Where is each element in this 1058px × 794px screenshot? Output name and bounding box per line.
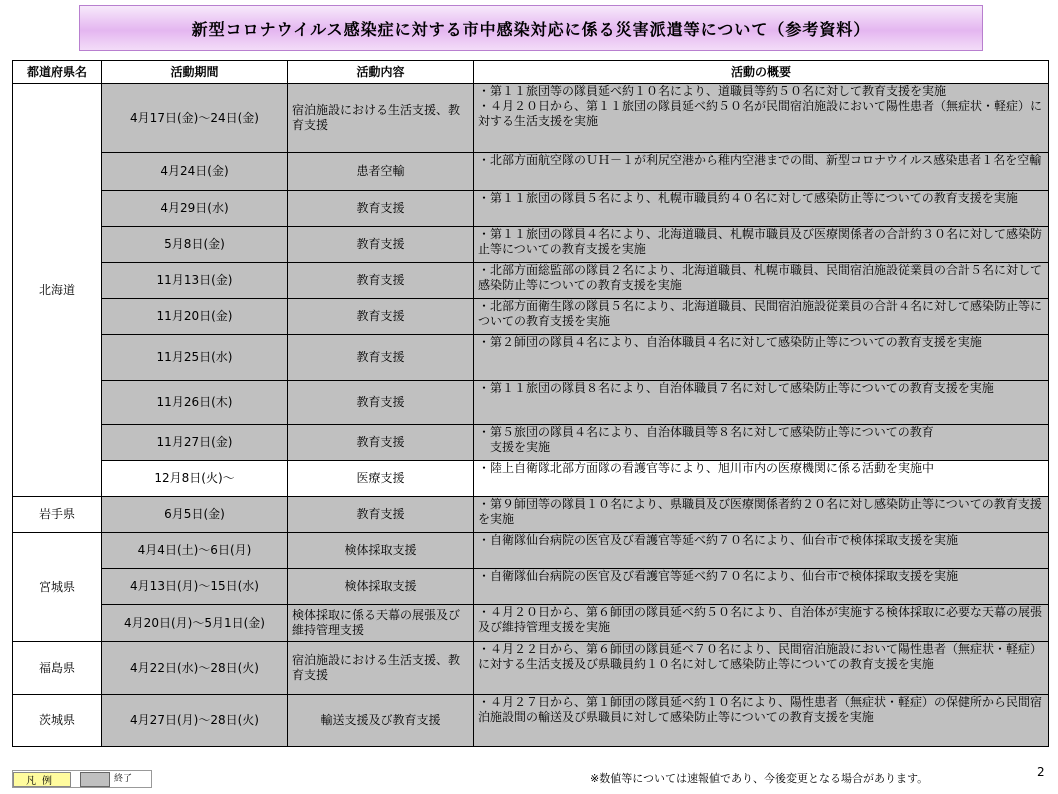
summary-cell: ・第２師団の隊員４名により、自治体職員４名に対して感染防止等についての教育支援を実施: [474, 335, 1049, 381]
content-cell: 宿泊施設における生活支援、教育支援: [288, 84, 474, 153]
summary-cell: ・第５旅団の隊員４名により、自治体職員等８名に対して感染防止等についての教育 支援を実施: [474, 425, 1049, 461]
content-cell: 検体採取支援: [288, 569, 474, 605]
content-cell: 検体採取支援: [288, 533, 474, 569]
content-cell: 教育支援: [288, 381, 474, 425]
content-cell: 教育支援: [288, 299, 474, 335]
content-cell: 輸送支援及び教育支援: [288, 695, 474, 747]
prefecture-cell: 宮城県: [13, 533, 102, 642]
page-title: 新型コロナウイルス感染症に対する市中感染対応に係る災害派遣等について（参考資料）: [79, 5, 983, 51]
period-cell: 4月17日(金)～24日(金): [102, 84, 288, 153]
period-cell: 11月13日(金): [102, 263, 288, 299]
table-row: [13, 335, 1049, 381]
summary-cell: ・第１１旅団等の隊員延べ約１０名により、道職員等約５０名に対して教育支援を実施 ・４月２０日から、第１１旅団の隊員延べ約５０名が民間宿泊施設において陽性患者（無症状・軽症）に対する生活支援を実施: [474, 84, 1049, 153]
table-row: [13, 191, 1049, 227]
table-row: [13, 533, 1049, 569]
period-cell: 11月25日(水): [102, 335, 288, 381]
header-content: 活動内容: [288, 61, 474, 84]
header-period: 活動期間: [102, 61, 288, 84]
header-summary: 活動の概要: [474, 61, 1049, 84]
summary-cell: ・第９師団等の隊員１０名により、県職員及び医療関係者約２０名に対し感染防止等についての教育支援を実施: [474, 497, 1049, 533]
summary-cell: ・北部方面総監部の隊員２名により、北海道職員、札幌市職員、民間宿泊施設従業員の合計５名に対して感染防止等についての教育支援を実施: [474, 263, 1049, 299]
content-cell: 教育支援: [288, 227, 474, 263]
table-row: [13, 425, 1049, 461]
table-row: [13, 642, 1049, 695]
period-cell: 11月27日(金): [102, 425, 288, 461]
prefecture-cell: 福島県: [13, 642, 102, 695]
table-row: [13, 605, 1049, 642]
summary-cell: ・北部方面衛生隊の隊員５名により、北海道職員、民間宿泊施設従業員の合計４名に対して感染防止等についての教育支援を実施: [474, 299, 1049, 335]
summary-cell: ・第１１旅団の隊員８名により、自治体職員７名に対して感染防止等についての教育支援を実施: [474, 381, 1049, 425]
period-cell: 4月22日(水)～28日(火): [102, 642, 288, 695]
summary-cell: ・第１１旅団の隊員４名により、北海道職員、札幌市職員及び医療関係者の合計約３０名に対して感染防止等についての教育支援を実施: [474, 227, 1049, 263]
period-cell: 5月8日(金): [102, 227, 288, 263]
table-body: [13, 84, 1049, 747]
summary-cell: ・自衛隊仙台病院の医官及び看護官等延べ約７０名により、仙台市で検体採取支援を実施: [474, 533, 1049, 569]
summary-cell: ・自衛隊仙台病院の医官及び看護官等延べ約７０名により、仙台市で検体採取支援を実施: [474, 569, 1049, 605]
period-cell: 12月8日(火)～: [102, 461, 288, 497]
table-row: [13, 569, 1049, 605]
page-number: 2: [1037, 765, 1045, 779]
legend-done-label: 終了: [114, 774, 133, 784]
period-cell: 4月29日(水): [102, 191, 288, 227]
content-cell: 患者空輸: [288, 153, 474, 191]
summary-cell: ・陸上自衛隊北部方面隊の看護官等により、旭川市内の医療機関に係る活動を実施中: [474, 461, 1049, 497]
content-cell: 医療支援: [288, 461, 474, 497]
period-cell: 4月4日(土)～6日(月): [102, 533, 288, 569]
period-cell: 4月20日(月)～5月1日(金): [102, 605, 288, 642]
summary-cell: ・第１１旅団の隊員５名により、札幌市職員約４０名に対して感染防止等についての教育支援を実施: [474, 191, 1049, 227]
period-cell: 4月27日(月)～28日(火): [102, 695, 288, 747]
summary-cell: ・４月２７日から、第１師団の隊員延べ約１０名により、陽性患者（無症状・軽症）の保健所から民間宿泊施設間の輸送及び県職員に対して感染防止等についての教育支援を実施: [474, 695, 1049, 747]
content-cell: 教育支援: [288, 425, 474, 461]
table-row: [13, 461, 1049, 497]
period-cell: 6月5日(金): [102, 497, 288, 533]
prefecture-cell: 岩手県: [13, 497, 102, 533]
table-row: [13, 497, 1049, 533]
table-row: [13, 227, 1049, 263]
prefecture-cell: 北海道: [13, 84, 102, 497]
summary-cell: ・４月２２日から、第６師団の隊員延べ７０名により、民間宿泊施設において陽性患者（無症状・軽症）に対する生活支援及び県職員約１０名に対して感染防止等についての教育支援を実施: [474, 642, 1049, 695]
table-row: [13, 263, 1049, 299]
summary-cell: ・４月２０日から、第６師団の隊員延べ約５０名により、自治体が実施する検体採取に必要な天幕の展張及び維持管理支援を実施: [474, 605, 1049, 642]
table-row: [13, 84, 1049, 153]
content-cell: 教育支援: [288, 263, 474, 299]
activity-table: [12, 60, 1049, 747]
table-row: [13, 153, 1049, 191]
content-cell: 教育支援: [288, 335, 474, 381]
table-header-row: [13, 61, 1049, 84]
period-cell: 11月26日(木): [102, 381, 288, 425]
table-row: [13, 695, 1049, 747]
content-cell: 教育支援: [288, 191, 474, 227]
table-row: [13, 299, 1049, 335]
period-cell: 4月13日(月)～15日(水): [102, 569, 288, 605]
content-cell: 教育支援: [288, 497, 474, 533]
header-prefecture: 都道府県名: [13, 61, 102, 84]
legend-label: 凡例: [13, 772, 71, 787]
legend-done-swatch: [80, 772, 110, 787]
content-cell: 宿泊施設における生活支援、教育支援: [288, 642, 474, 695]
period-cell: 4月24日(金): [102, 153, 288, 191]
prefecture-cell: 茨城県: [13, 695, 102, 747]
table-row: [13, 381, 1049, 425]
period-cell: 11月20日(金): [102, 299, 288, 335]
footnote: ※数値等については速報値であり、今後変更となる場合があります。: [590, 772, 929, 785]
summary-cell: ・北部方面航空隊のＵＨ－１が利尻空港から稚内空港までの間、新型コロナウイルス感染患者１名を空輸: [474, 153, 1049, 191]
content-cell: 検体採取に係る天幕の展張及び維持管理支援: [288, 605, 474, 642]
